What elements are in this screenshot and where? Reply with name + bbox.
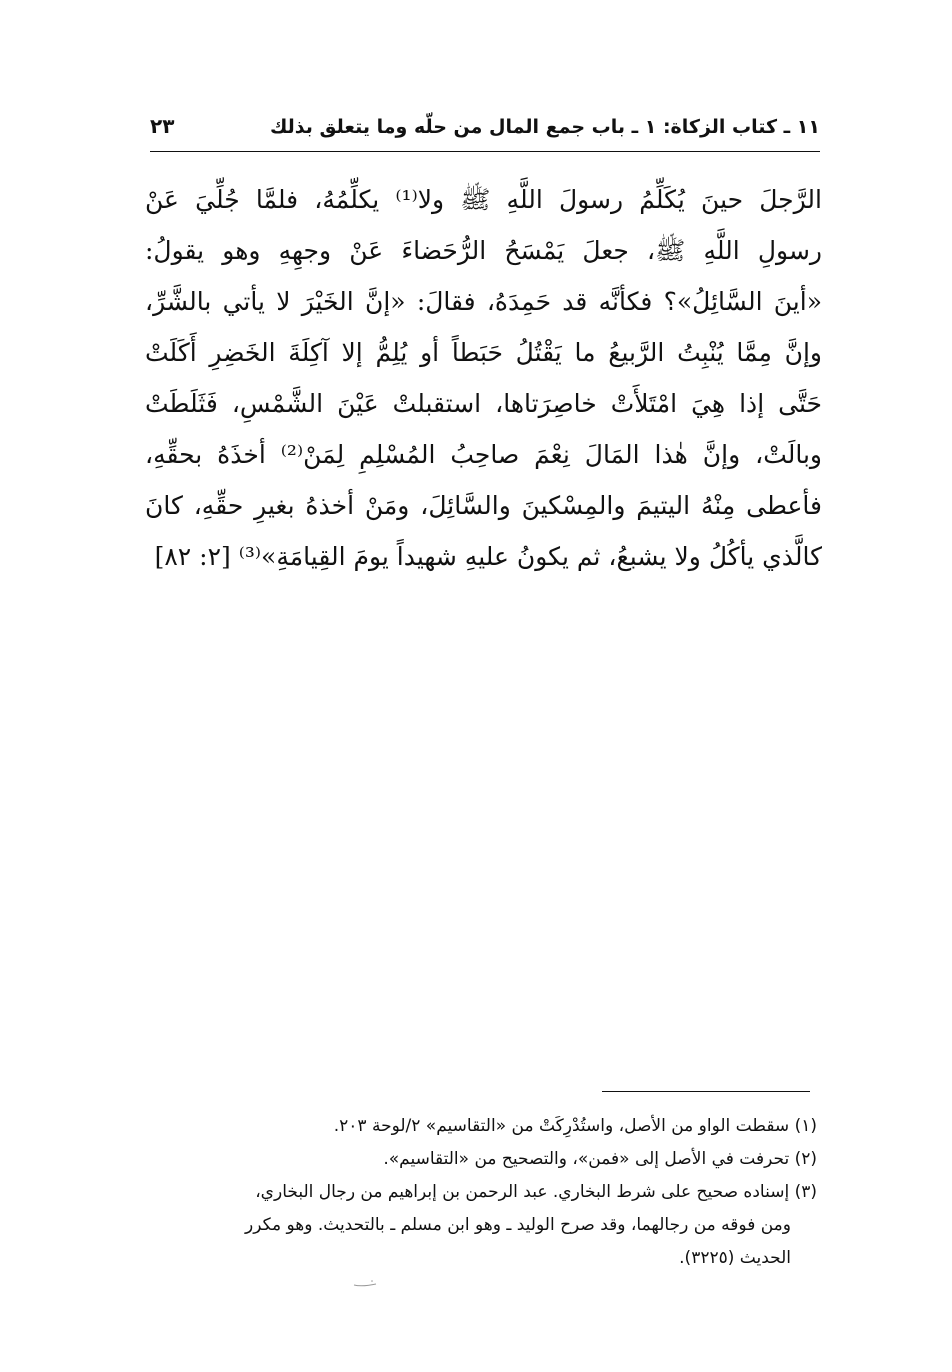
scan-smudge — [352, 1278, 378, 1288]
footnote-3: (٣) إسناده صحيح على شرط البخاري. عبد الرحمن بن إبراهيم من رجال البخاري، — [255, 1182, 817, 1202]
footnotes — [150, 1110, 817, 1275]
text-line: وبالَتْ، وإنَّ هٰذا المَالَ نِعْمَ صاحِبُ المُسْلِمِ لِمَنْ⁽²⁾ أخذَهُ بحقِّهِ، — [145, 440, 822, 469]
footnote-3-continued: ومن فوقه من رجالهما، وقد صرح الوليد ـ وهو ابن مسلم ـ بالتحديث. وهو مكرر — [245, 1215, 791, 1235]
text-line: فأعطى مِنْهُ اليتيمَ والمِسْكينَ والسَّائِلَ، ومَنْ أخذهُ بغيرِ حقِّهِ، كانَ — [145, 491, 822, 520]
running-title: ١١ ـ كتاب الزكاة: ١ ـ باب جمع المال من حلّه وما يتعلق بذلك — [269, 116, 820, 138]
text-line: رسولِ اللَّهِ ﷺ، جعلَ يَمْسَحُ الرُّحَضاءَ عَنْ وجهِهِ وهو يقولُ: — [145, 236, 822, 265]
text-line: الرَّجلَ حينَ يُكَلِّمُ رسولَ اللَّهِ ﷺ ولا⁽¹⁾ يكلِّمُهُ، فلمَّا جُلِّيَ عَنْ — [145, 185, 822, 214]
hadith-text — [145, 174, 822, 582]
text-line: كالَّذي يأكُلُ ولا يشبعُ، ثم يكونُ عليهِ شهيداً يومَ القِيامَةِ»⁽³⁾ [٢: ٨٢] — [154, 542, 822, 571]
page-header — [150, 112, 820, 152]
footnote-1: (١) سقطت الواو من الأصل، واستُدْرِكَتْ من «التقاسيم» ٢/لوحة ٢٠٣. — [333, 1116, 817, 1136]
text-line: وإنَّ مِمَّا يُنْبِتُ الرَّبيعُ ما يَقْتُلُ حَبَطاً أو يُلِمُّ إلا آكِلَةَ الخَضِرِ أَكَلَتْ — [145, 338, 822, 367]
footnote-3-continued: الحديث (٣٢٢٥). — [679, 1248, 791, 1268]
page-number: ٢٣ — [150, 114, 175, 138]
header-rule — [150, 151, 820, 152]
footnote-2: (٢) تحرفت في الأصل إلى «فمن»، والتصحيح من «التقاسيم». — [383, 1149, 817, 1169]
footnote-separator — [602, 1091, 810, 1092]
text-line: حَتَّى إذا هِيَ امْتَلأَتْ خاصِرَتاها، استقبلتْ عَيْنَ الشَّمْسِ، فَثَلَطَتْ — [145, 389, 822, 418]
text-line: «أينَ السَّائِلُ»؟ فكأنَّه قد حَمِدَهُ، فقالَ: «إنَّ الخَيْرَ لا يأتي بالشَّرِّ، — [145, 287, 822, 316]
